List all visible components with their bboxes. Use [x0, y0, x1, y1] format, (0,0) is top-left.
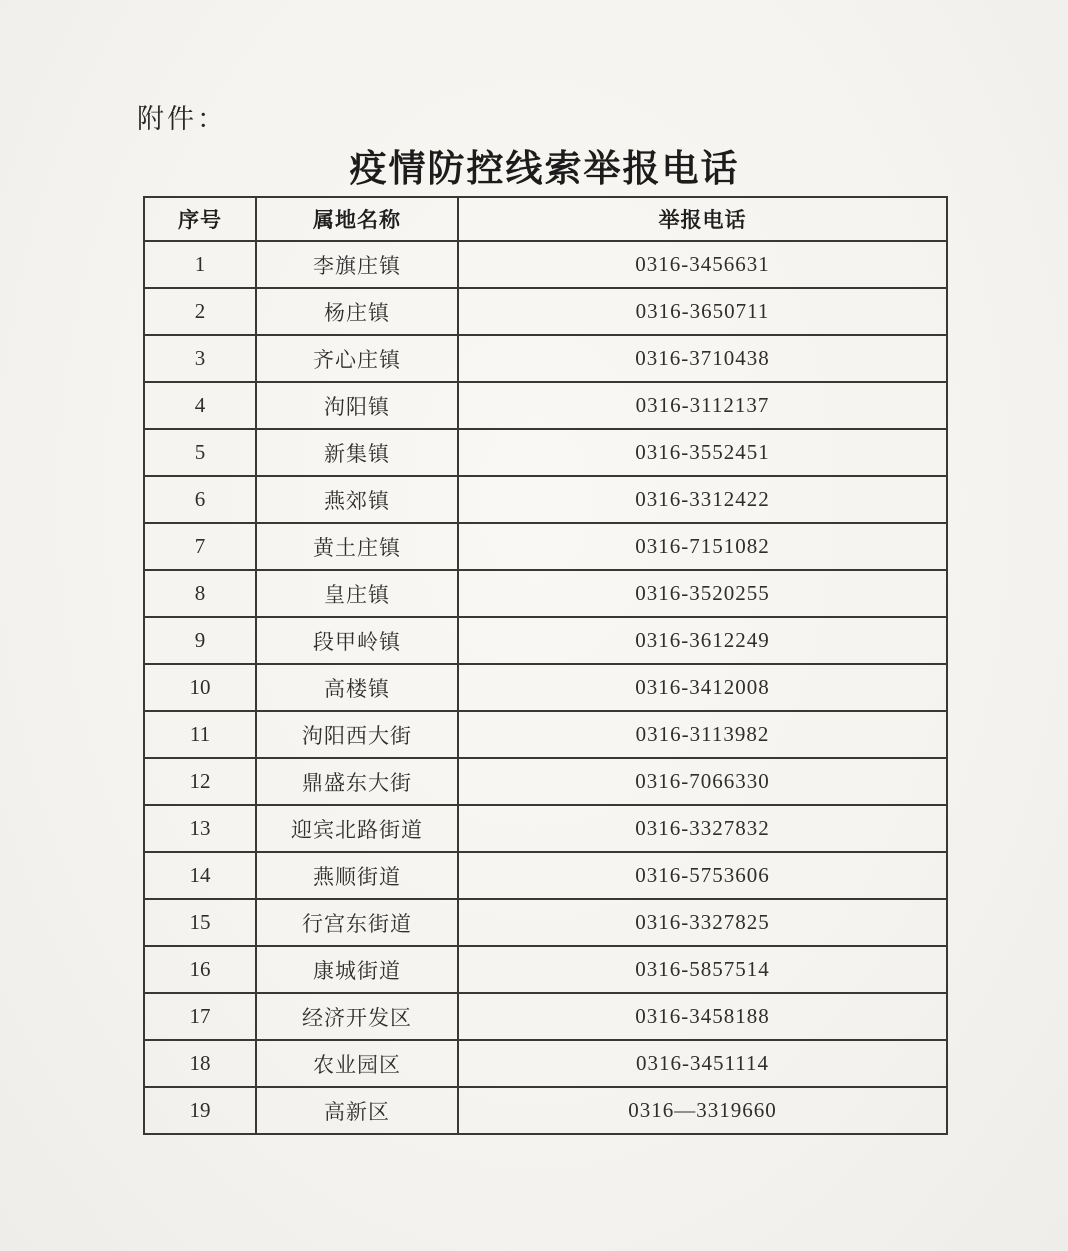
cell-locality-name: 皇庄镇 [256, 570, 458, 617]
cell-serial-number: 17 [144, 993, 256, 1040]
cell-locality-name: 燕顺街道 [256, 852, 458, 899]
cell-serial-number: 19 [144, 1087, 256, 1134]
cell-locality-name: 高新区 [256, 1087, 458, 1134]
header-row [144, 197, 947, 241]
cell-serial-number: 9 [144, 617, 256, 664]
cell-locality-name: 齐心庄镇 [256, 335, 458, 382]
table-row [144, 899, 947, 946]
cell-serial-number: 4 [144, 382, 256, 429]
cell-serial-number: 18 [144, 1040, 256, 1087]
cell-serial-number: 8 [144, 570, 256, 617]
cell-report-phone: 0316-3112137 [458, 382, 947, 429]
cell-locality-name: 经济开发区 [256, 993, 458, 1040]
cell-serial-number: 13 [144, 805, 256, 852]
cell-serial-number: 10 [144, 664, 256, 711]
cell-serial-number: 16 [144, 946, 256, 993]
table-row [144, 382, 947, 429]
cell-locality-name: 杨庄镇 [256, 288, 458, 335]
cell-serial-number: 14 [144, 852, 256, 899]
cell-report-phone: 0316-3312422 [458, 476, 947, 523]
table-row [144, 758, 947, 805]
cell-locality-name: 康城街道 [256, 946, 458, 993]
cell-report-phone: 0316-7066330 [458, 758, 947, 805]
cell-report-phone: 0316-3327825 [458, 899, 947, 946]
cell-locality-name: 泃阳西大街 [256, 711, 458, 758]
cell-locality-name: 农业园区 [256, 1040, 458, 1087]
header-locality-name: 属地名称 [256, 197, 458, 241]
cell-locality-name: 燕郊镇 [256, 476, 458, 523]
cell-report-phone: 0316-5753606 [458, 852, 947, 899]
cell-report-phone: 0316-3113982 [458, 711, 947, 758]
cell-report-phone: 0316-3650711 [458, 288, 947, 335]
table-row [144, 1087, 947, 1134]
hotline-table [143, 196, 948, 1135]
cell-locality-name: 行宫东街道 [256, 899, 458, 946]
cell-serial-number: 2 [144, 288, 256, 335]
table-row [144, 335, 947, 382]
cell-report-phone: 0316-3520255 [458, 570, 947, 617]
table-body [144, 241, 947, 1134]
attachment-label: 附件： [137, 104, 227, 134]
table-row [144, 570, 947, 617]
cell-report-phone: 0316-3327832 [458, 805, 947, 852]
cell-report-phone: 0316-7151082 [458, 523, 947, 570]
cell-serial-number: 12 [144, 758, 256, 805]
cell-serial-number: 5 [144, 429, 256, 476]
table-row [144, 711, 947, 758]
table-row [144, 664, 947, 711]
cell-report-phone: 0316-3552451 [458, 429, 947, 476]
table-row [144, 993, 947, 1040]
cell-locality-name: 高楼镇 [256, 664, 458, 711]
page-title: 疫情防控线索举报电话 [349, 149, 740, 190]
table-header [144, 197, 947, 241]
table-row [144, 241, 947, 288]
cell-serial-number: 3 [144, 335, 256, 382]
header-serial-number: 序号 [144, 197, 256, 241]
table-row [144, 805, 947, 852]
cell-report-phone: 0316-3456631 [458, 241, 947, 288]
table-row [144, 1040, 947, 1087]
table-row [144, 476, 947, 523]
cell-report-phone: 0316-3412008 [458, 664, 947, 711]
cell-serial-number: 6 [144, 476, 256, 523]
table-row [144, 617, 947, 664]
cell-locality-name: 鼎盛东大街 [256, 758, 458, 805]
cell-serial-number: 1 [144, 241, 256, 288]
cell-locality-name: 段甲岭镇 [256, 617, 458, 664]
cell-serial-number: 11 [144, 711, 256, 758]
cell-report-phone: 0316-3612249 [458, 617, 947, 664]
table-row [144, 429, 947, 476]
cell-report-phone: 0316—3319660 [458, 1087, 947, 1134]
cell-report-phone: 0316-3458188 [458, 993, 947, 1040]
cell-locality-name: 泃阳镇 [256, 382, 458, 429]
table-row [144, 946, 947, 993]
table-row [144, 852, 947, 899]
cell-locality-name: 新集镇 [256, 429, 458, 476]
table-row [144, 523, 947, 570]
cell-report-phone: 0316-3451114 [458, 1040, 947, 1087]
cell-report-phone: 0316-5857514 [458, 946, 947, 993]
cell-locality-name: 迎宾北路街道 [256, 805, 458, 852]
header-report-phone: 举报电话 [458, 197, 947, 241]
cell-report-phone: 0316-3710438 [458, 335, 947, 382]
cell-serial-number: 15 [144, 899, 256, 946]
cell-locality-name: 李旗庄镇 [256, 241, 458, 288]
table-row [144, 288, 947, 335]
cell-locality-name: 黄土庄镇 [256, 523, 458, 570]
cell-serial-number: 7 [144, 523, 256, 570]
